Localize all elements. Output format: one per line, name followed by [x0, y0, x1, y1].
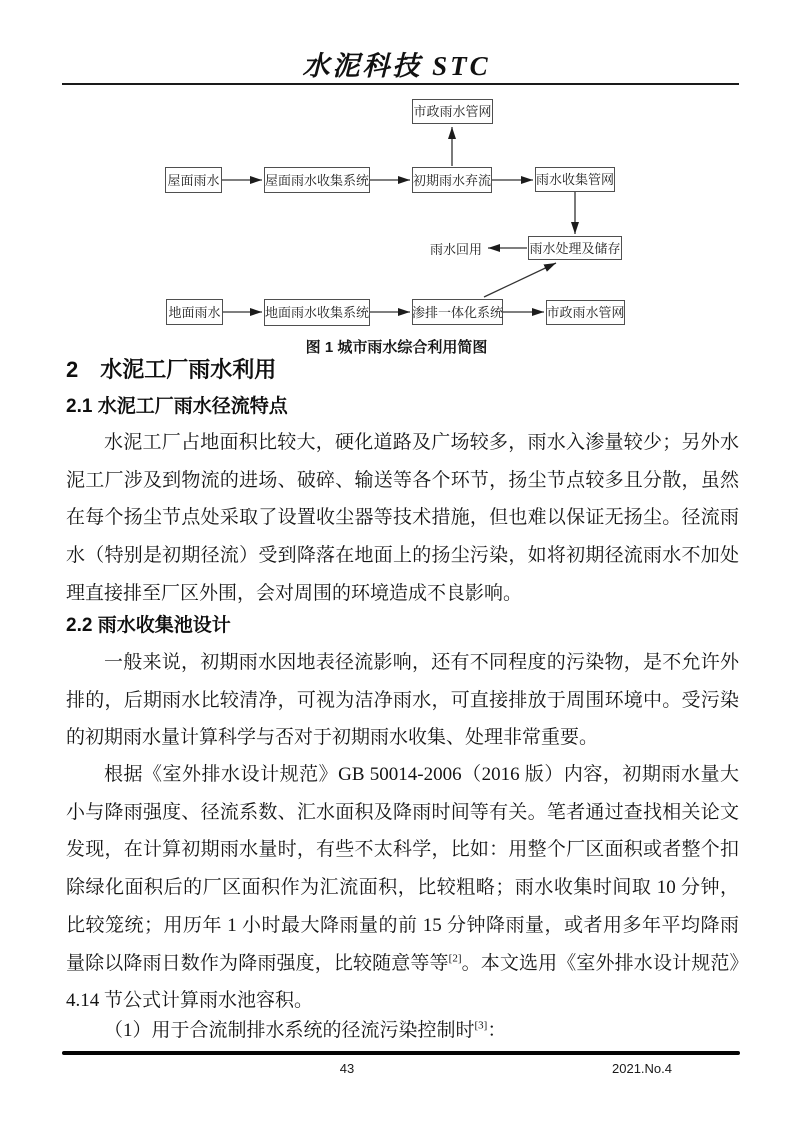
node-roof-rainwater: 屋面雨水 [165, 167, 222, 193]
label-rainwater-reuse: 雨水回用 [429, 241, 482, 257]
paragraph-text: ： [487, 1020, 507, 1041]
paragraph-initial-rainwater: 一般来说，初期雨水因地表径流影响，还有不同程度的污染物，是不允许外排的，后期雨水比较清净，可视为洁净雨水，可直接排放于周围环境中。受污染的初期雨水量计算科学与否对于初期雨水收集、处理非常重要。 [66, 652, 739, 749]
node-ground-collection-system: 地面雨水收集系统 [264, 299, 370, 326]
footer-rule [62, 1051, 740, 1055]
node-municipal-network-bottom: 市政雨水管网 [546, 300, 625, 325]
header-rule [62, 83, 739, 85]
paragraph-text: （1）用于合流制排水系统的径流污染控制时 [104, 1020, 475, 1041]
section-heading-2: 2 水泥工厂雨水利用 [66, 357, 277, 382]
section-heading-2-1: 2.1 水泥工厂雨水径流特点 [66, 396, 288, 417]
journal-title: 水泥科技 STC [302, 51, 491, 81]
paragraph-combined-system-control [66, 1012, 739, 1050]
node-rainwater-collection-network: 雨水收集管网 [535, 167, 615, 192]
paragraph-text: 。本文选用《室外排水设计规范》4.14 节公式计算雨水池容积。 [66, 952, 739, 1012]
citation-ref-2: [2] [448, 952, 462, 965]
node-municipal-network-top: 市政雨水管网 [412, 99, 493, 124]
node-roof-collection-system: 屋面雨水收集系统 [264, 167, 370, 193]
node-infiltration-drainage-system: 渗排一体化系统 [412, 299, 503, 325]
paragraph-runoff-characteristics: 水泥工厂占地面积比较大，硬化道路及广场较多，雨水入渗量较少；另外水泥工厂涉及到物流的进场、破碎、输送等各个环节，扬尘节点较多且分散，虽然在每个扬尘节点处采取了设置收尘器等技术措施，但也难以保证无扬尘。径流雨水（特别是初期径流）受到降落在地面上的扬尘污染，如将初期径流雨水不加处理直接排至厂区外围，会对周围的环境造成不良影响。 [66, 432, 739, 604]
issue-number: 2021.No.4 [612, 1061, 672, 1076]
figure-caption: 图 1 城市雨水综合利用简图 [305, 339, 488, 356]
node-initial-rainwater-discard: 初期雨水弃流 [412, 167, 492, 193]
paragraph-text: 根据《室外排水设计规范》GB 50014-2006（2016 版）内容，初期雨水量大小与降雨强度、径流系数、汇水面积及降雨时间等有关。笔者通过查找相关论文发现，在计算初期雨水量时，有些不太科学，比如：用整个厂区面积或者整个扣除绿化面积后的厂区面积作为汇流面积，比较粗略；雨水收集时间取 10 分钟，比较笼统；用历年 1 小时最大降雨量的前 15 分钟降雨量，或者用多年平均降雨量除以降雨日数作为降雨强度，比较随意等等 [66, 764, 739, 974]
page-number: 43 [339, 1061, 355, 1076]
citation-ref-3: [3] [474, 1019, 488, 1032]
node-ground-rainwater: 地面雨水 [166, 299, 223, 325]
node-rainwater-treatment-storage: 雨水处理及储存 [528, 236, 622, 260]
paragraph-rainwater-volume-calc [66, 756, 739, 1020]
section-heading-2-2: 2.2 雨水收集池设计 [66, 615, 231, 636]
